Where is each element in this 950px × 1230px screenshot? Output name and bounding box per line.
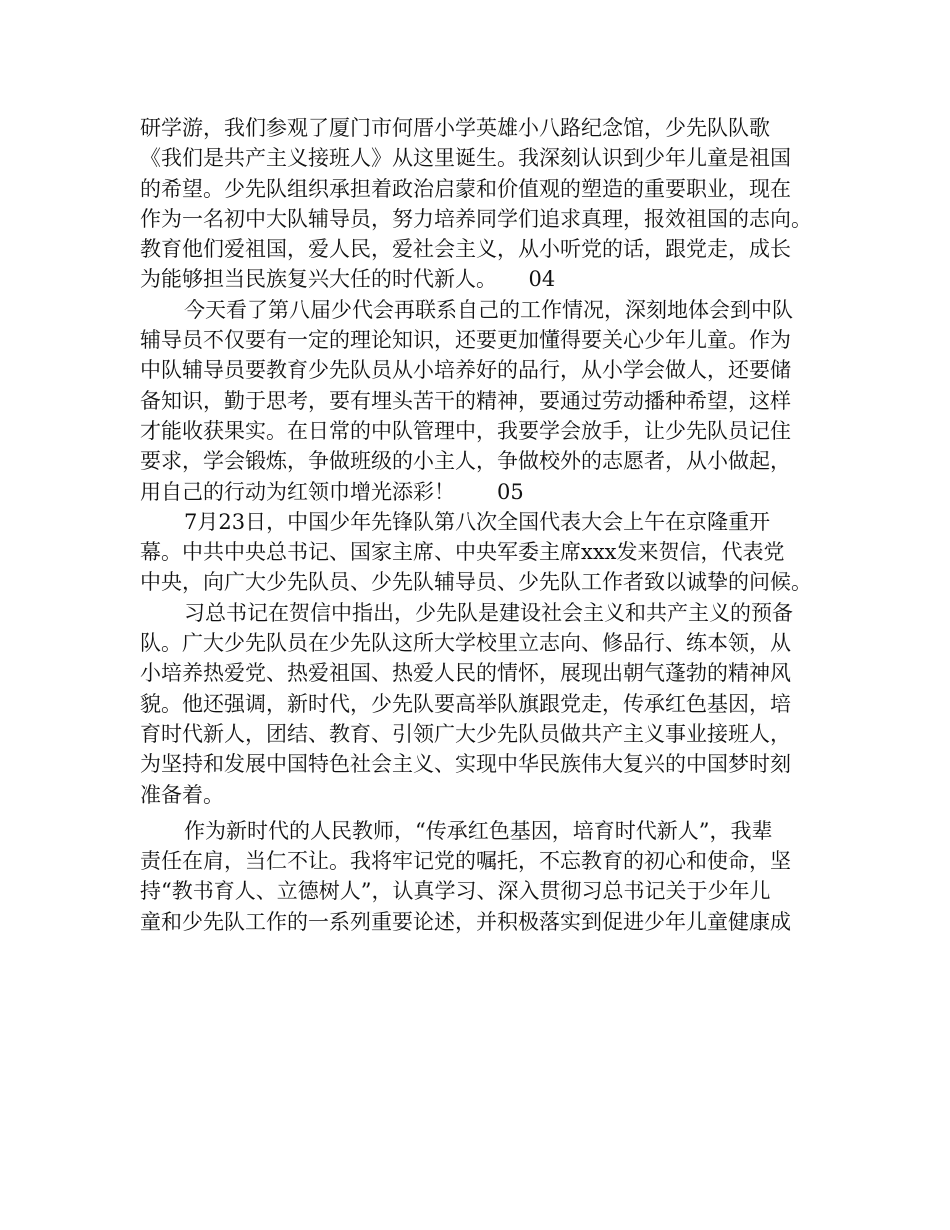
text-line: 备知识，勤于思考，要有埋头苦干的精神，要通过劳动播种希望，这样 bbox=[140, 388, 791, 413]
text-line: 貌。他还强调，新时代，少先队要高举队旗跟党走，传承红色基因，培 bbox=[140, 691, 791, 716]
text-line: 为坚持和发展中国特色社会主义、实现中华民族伟大复兴的中国梦时刻 bbox=[140, 752, 791, 777]
text-line: 辅导员不仅要有一定的理论知识，还要更加懂得要关心少年儿童。作为 bbox=[140, 328, 791, 353]
text-line: 小培养热爱党、热爱祖国、热爱人民的情怀，展现出朝气蓬勃的精神风 bbox=[140, 661, 791, 686]
text-line: 为能够担当民族复兴大任的时代新人。 04 bbox=[140, 267, 556, 292]
text-line: 中央，向广大少先队员、少先队辅导员、少先队工作者致以诚挚的问候。 bbox=[140, 570, 812, 595]
text-line: 《我们是共产主义接班人》从这里诞生。我深刻认识到少年儿童是祖国 bbox=[140, 146, 791, 171]
text-line: 童和少先队工作的一系列重要论述，并积极落实到促进少年儿童健康成 bbox=[140, 909, 791, 934]
text-line: 持“教书育人、立德树人”，认真学习、深入贯彻习总书记关于少年儿 bbox=[140, 879, 771, 904]
text-line: 的希望。少先队组织承担着政治启蒙和价值观的塑造的重要职业，现在 bbox=[140, 176, 791, 201]
text-line: 才能收获果实。在日常的中队管理中，我要学会放手，让少先队员记住 bbox=[140, 418, 791, 443]
text-line: 准备着。 bbox=[140, 782, 224, 807]
text-line: 教育他们爱祖国，爱人民，爱社会主义，从小听党的话，跟党走，成长 bbox=[140, 237, 791, 262]
paragraph-first-line: 作为新时代的人民教师，“传承红色基因，培育时代新人”，我辈 bbox=[184, 818, 773, 843]
text-line: 幕。中共中央总书记、国家主席、中央军委主席xxx发来贺信，代表党 bbox=[140, 540, 785, 565]
paragraph-first-line: 今天看了第八届少代会再联系自己的工作情况，深刻地体会到中队 bbox=[184, 297, 793, 322]
text-line: 中队辅导员要教育少先队员从小培养好的品行，从小学会做人，还要储 bbox=[140, 358, 791, 383]
text-line: 队。广大少先队员在少先队这所大学校里立志向、修品行、练本领，从 bbox=[140, 631, 791, 656]
text-line: 研学游，我们参观了厦门市何厝小学英雄小八路纪念馆，少先队队歌 bbox=[140, 116, 770, 140]
paragraph-first-line: 习总书记在贺信中指出，少先队是建设社会主义和共产主义的预备 bbox=[184, 600, 793, 625]
text-line: 作为一名初中大队辅导员，努力培养同学们追求真理，报效祖国的志向。 bbox=[140, 206, 812, 231]
text-line: 育时代新人，团结、教育、引领广大少先队员做共产主义事业接班人， bbox=[140, 721, 791, 746]
text-line: 责任在肩，当仁不让。我将牢记党的嘱托，不忘教育的初心和使命，坚 bbox=[140, 849, 791, 874]
text-line: 用自己的行动为红领巾增光添彩！ 05 bbox=[140, 479, 524, 504]
text-line: 要求，学会锻炼，争做班级的小主人，争做校外的志愿者，从小做起， bbox=[140, 449, 791, 474]
paragraph-first-line: 7月23日，中国少年先锋队第八次全国代表大会上午在京隆重开 bbox=[184, 509, 771, 534]
document-body bbox=[140, 113, 820, 937]
